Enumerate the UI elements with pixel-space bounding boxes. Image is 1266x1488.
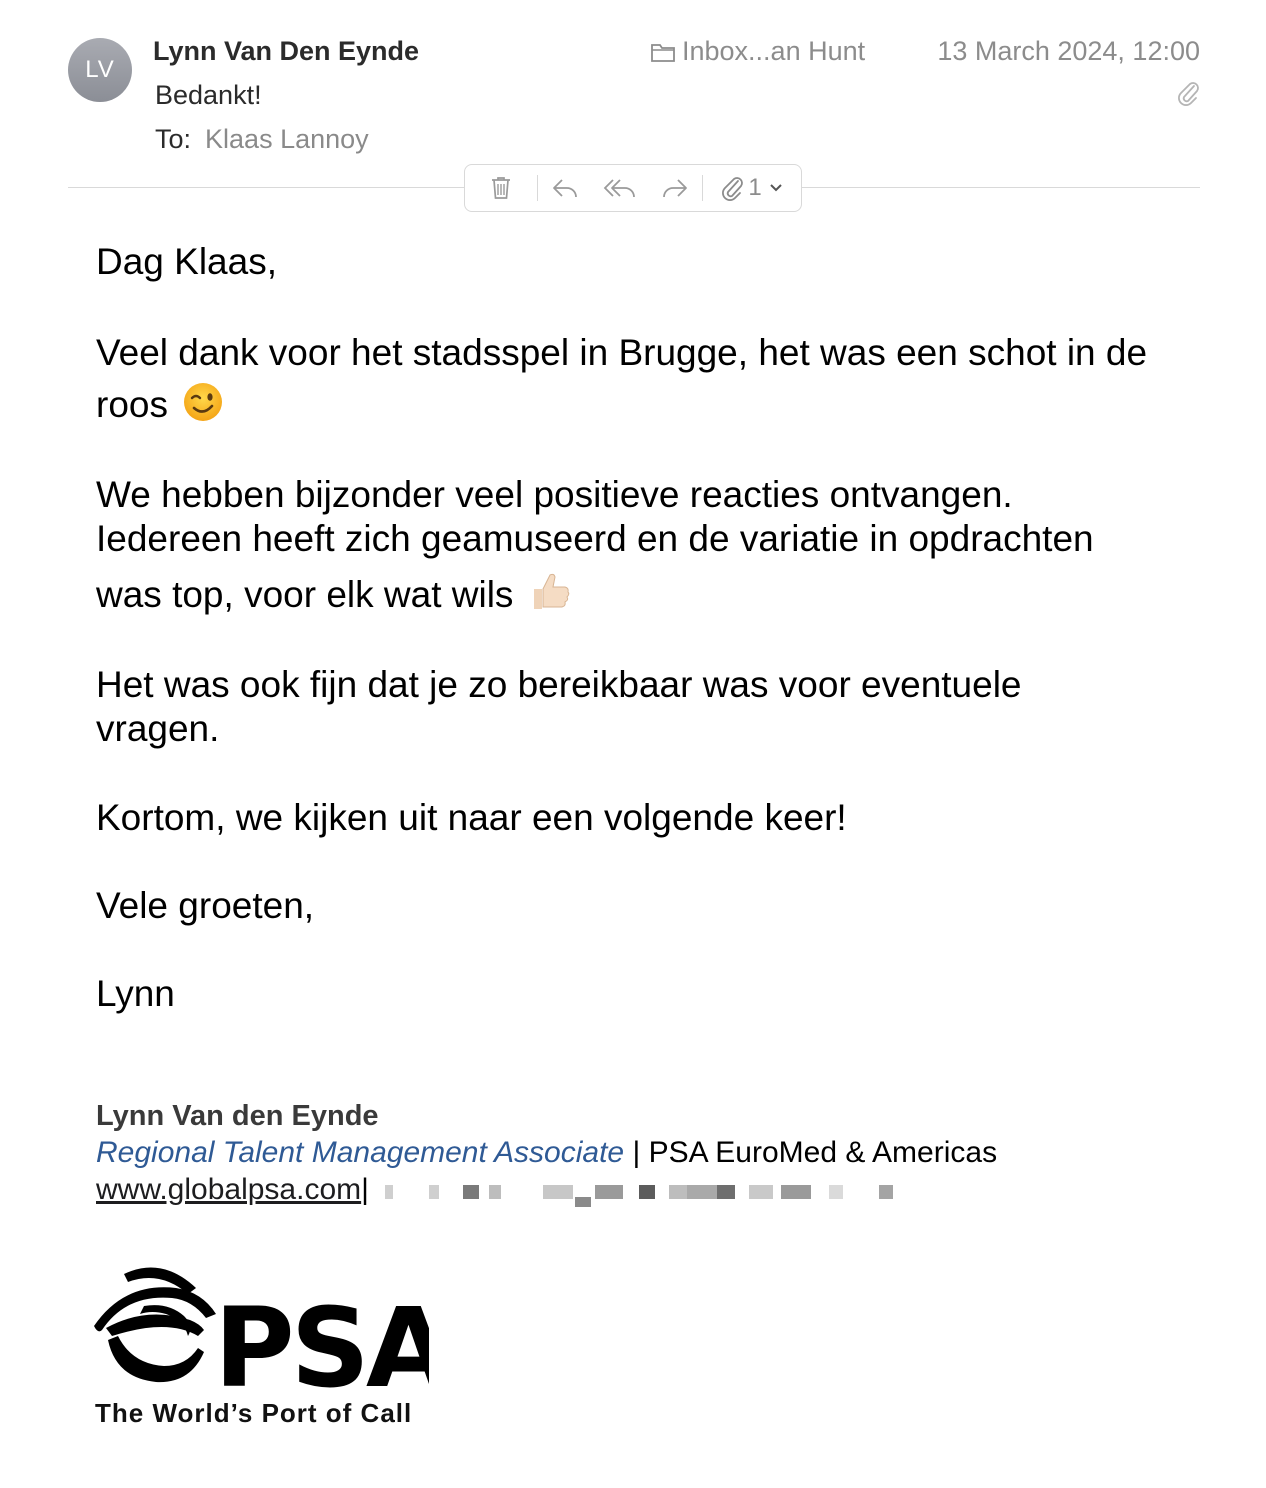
to-label: To: <box>155 124 192 154</box>
signature-role: Regional Talent Management Associate <box>96 1136 625 1169</box>
paragraph-reactions <box>96 473 1206 623</box>
forward-icon <box>661 177 689 199</box>
paperclip-icon <box>720 175 744 201</box>
paragraph-reactions-line3 <box>96 569 1206 623</box>
signature-company: PSA EuroMed & Americas <box>648 1136 998 1169</box>
sender-avatar: LV <box>68 38 132 102</box>
email-date: 13 March 2024, 12:00 <box>937 36 1200 66</box>
recipient-row <box>155 124 369 155</box>
folder-icon <box>650 41 676 63</box>
mailbox-location[interactable] <box>650 36 865 67</box>
forward-button[interactable] <box>648 165 702 211</box>
attachment-count: 1 <box>748 174 762 201</box>
paragraph-thanks <box>96 327 1206 437</box>
attachments-button[interactable] <box>703 165 801 211</box>
mailbox-name: Inbox...an Hunt <box>682 36 866 66</box>
sender-name[interactable]: Lynn Van Den Eynde <box>153 36 420 66</box>
chevron-down-icon <box>768 182 784 194</box>
paragraph-reactions-line2: Iedereen heeft zich geamuseerd en de variatie in opdrachten <box>96 518 1094 559</box>
reply-icon <box>551 177 579 199</box>
paragraph-availability: Het was ook fijn dat je zo bereikbaar was voor eventuele vragen. <box>96 664 1022 749</box>
paragraph-thanks-text: Veel dank voor het stadsspel in Brugge, het was een schot in de roos <box>96 332 1148 425</box>
signature-separator: | <box>624 1136 649 1169</box>
reply-button[interactable] <box>538 165 592 211</box>
email-subject: Bedankt! <box>155 80 262 110</box>
reply-all-button[interactable] <box>592 165 648 211</box>
website-link[interactable]: www.globalpsa.com <box>96 1173 362 1206</box>
winking-face-emoji-icon <box>182 381 224 437</box>
psa-logo <box>84 1262 429 1397</box>
redacted-contact-info <box>377 1175 892 1205</box>
delete-button[interactable] <box>465 165 537 211</box>
reply-all-icon <box>603 177 637 199</box>
thumbs-up-emoji-icon <box>528 569 572 623</box>
signature-separator: | <box>361 1173 369 1206</box>
recipient-name[interactable]: Klaas Lannoy <box>205 124 369 154</box>
body-sender-name: Lynn <box>96 973 175 1014</box>
message-toolbar <box>464 164 802 212</box>
paragraph-reactions-line3-text: was top, voor elk wat wils <box>96 574 514 615</box>
closing: Vele groeten, <box>96 885 315 926</box>
signature-contact-line <box>96 1173 892 1207</box>
signature-name: Lynn Van den Eynde <box>96 1100 379 1132</box>
trash-icon <box>490 175 512 201</box>
attachment-indicator-icon <box>1176 80 1200 111</box>
paragraph-reactions-line1: We hebben bijzonder veel positieve reacties ontvangen. <box>96 474 1013 515</box>
signature-role-line <box>96 1136 997 1170</box>
greeting: Dag Klaas, <box>96 241 277 282</box>
logo-wordmark: PSA <box>214 1284 429 1392</box>
logo-tagline: The World’s Port of Call <box>95 1398 413 1428</box>
paragraph-next-time: Kortom, we kijken uit naar een volgende keer! <box>96 797 847 838</box>
